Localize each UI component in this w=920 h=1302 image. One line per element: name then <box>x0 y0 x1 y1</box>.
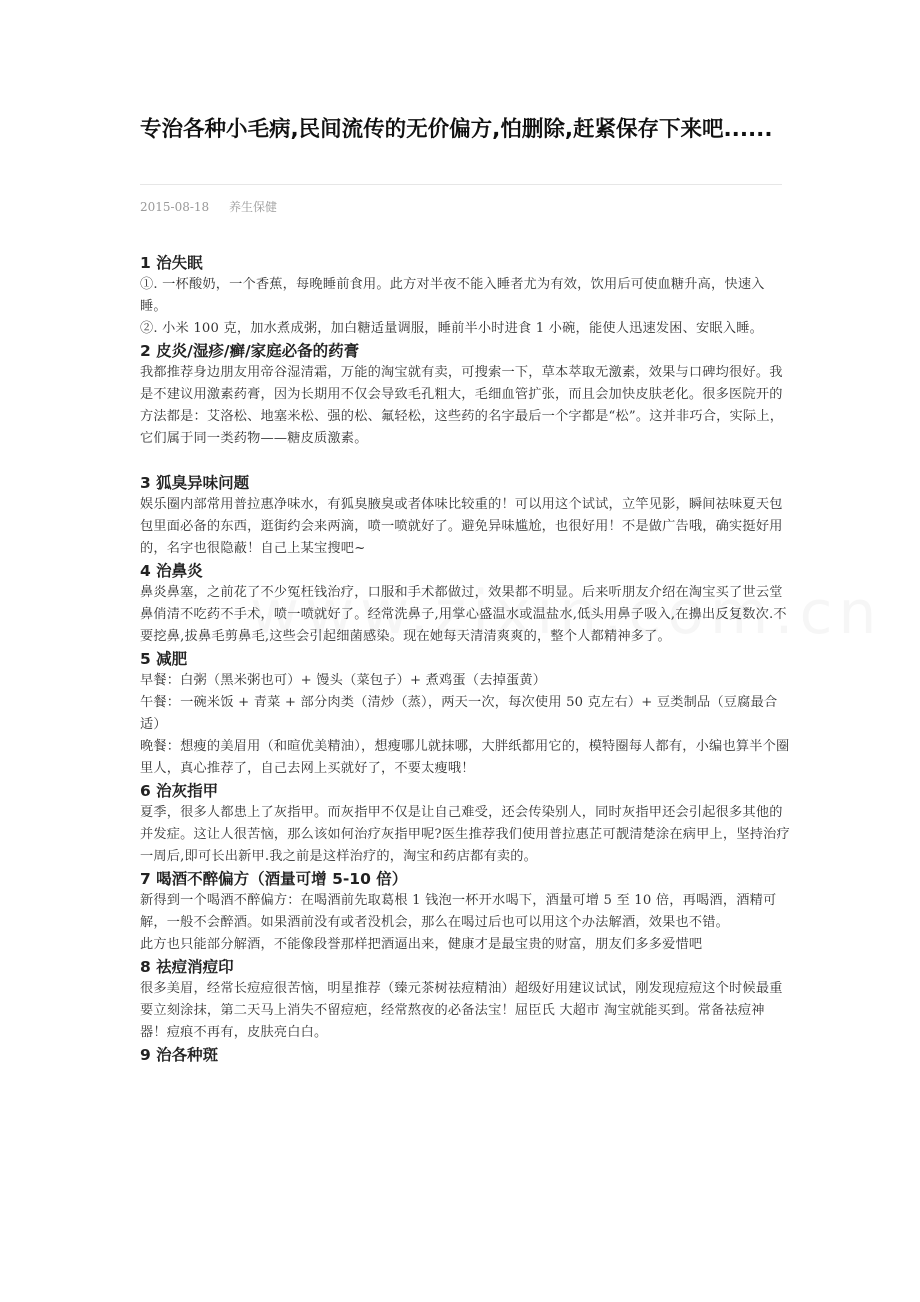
article-title: 专治各种小毛病,民间流传的无价偏方,怕删除,赶紧保存下来吧...... <box>140 117 773 142</box>
section-heading: 7 喝酒不醉偏方（酒量可增 5-10 倍） <box>140 870 408 888</box>
paragraph: ①. 一杯酸奶，一个香蕉，每晚睡前食用。此方对半夜不能入睡者尤为有效，饮用后可使血糖升高，快速入睡。 <box>140 277 765 314</box>
publish-date: 2015-08-18 <box>140 200 210 214</box>
section-heading: 5 减肥 <box>140 650 188 668</box>
section-heading: 1 治失眠 <box>140 254 203 272</box>
section-heading: 6 治灰指甲 <box>140 782 219 800</box>
section-heading: 8 祛痘消痘印 <box>140 958 234 976</box>
paragraph: 晚餐：想瘦的美眉用（和暄优美精油），想瘦哪儿就抹哪，大胖纸都用它的，模特圈每人都有，小编也算半个圈里人，真心推荐了，自己去网上买就好了，不要太瘦哦！ <box>140 739 790 776</box>
paragraph: 鼻炎鼻塞，之前花了不少冤枉钱治疗，口服和手术都做过，效果都不明显。后来听朋友介绍在淘宝买了世云堂鼻俏清不吃药不手术，喷一喷就好了。经常洗鼻子,用掌心盛温水或温盐水,低头用鼻子吸入,在擤出反复数次.不要挖鼻,拔鼻毛剪鼻毛,这些会引起细菌感染。现在她每天清清爽爽的，整个人都精神多了。 <box>140 585 787 644</box>
article-body <box>140 252 790 1066</box>
section-heading: 9 治各种斑 <box>140 1046 219 1064</box>
section-heading: 2 皮炎/湿疹/癣/家庭必备的药膏 <box>140 342 360 360</box>
title-divider <box>140 184 782 185</box>
section-heading: 4 治鼻炎 <box>140 562 203 580</box>
paragraph: 娱乐圈内部常用普拉惠净味水，有狐臭腋臭或者体味比较重的！可以用这个试试，立竿见影，瞬间祛味夏天包包里面必备的东西，逛街约会来两滴，喷一喷就好了。避免异味尴尬，也很好用！不是做广告哦，确实挺好用的，名字也很隐蔽！自己上某宝搜吧~ <box>140 497 783 556</box>
paragraph: 午餐：一碗米饭 + 青菜 + 部分肉类（清炒（蒸），两天一次，每次使用 50 克左右）+ 豆类制品（豆腐最合适） <box>140 695 778 732</box>
paragraph: 早餐：白粥（黑米粥也可）+ 馒头（菜包子）+ 煮鸡蛋（去掉蛋黄） <box>140 673 547 688</box>
paragraph: 此方也只能部分解酒，不能像段誉那样把酒逼出来，健康才是最宝贵的财富，朋友们多多爱惜吧 <box>140 937 703 952</box>
section-heading: 3 狐臭异味问题 <box>140 474 250 492</box>
paragraph: ②. 小米 100 克，加水煮成粥，加白糖适量调服，睡前半小时进食 1 小碗，能使人迅速发困、安眠入睡。 <box>140 321 763 336</box>
paragraph: 很多美眉，经常长痘痘很苦恼，明星推荐（臻元茶树祛痘精油）超级好用建议试试，刚发现痘痘这个时候最重要立刻涂抹，第二天马上消失不留痘疤，经常熬夜的必备法宝！屈臣氏 大超市 淘宝就能买到。常备祛痘神器！痘痕不再有，皮肤亮白白。 <box>140 981 783 1040</box>
paragraph: 我都推荐身边朋友用帝谷湿清霜，万能的淘宝就有卖，可搜索一下，草本萃取无激素，效果与口碑均很好。我是不建议用激素药膏，因为长期用不仅会导致毛孔粗大，毛细血管扩张，而且会加快皮肤老化。很多医院开的方法都是：艾洛松、地塞米松、强的松、氟轻松，这些药的名字最后一个字都是“松”。这并非巧合，实际上，它们属于同一类药物——糖皮质激素。 <box>140 365 784 446</box>
paragraph: 夏季，很多人都患上了灰指甲。而灰指甲不仅是让自己难受，还会传染别人，同时灰指甲还会引起很多其他的并发症。这让人很苦恼，那么该如何治疗灰指甲呢?医生推荐我们使用普拉惠芷可靓清楚涂在病甲上，坚持治疗一周后,即可长出新甲.我之前是这样治疗的，淘宝和药店都有卖的。 <box>140 805 790 864</box>
article-meta <box>140 198 293 215</box>
category-link[interactable]: 养生保健 <box>229 200 278 214</box>
paragraph: 新得到一个喝酒不醉偏方：在喝酒前先取葛根 1 钱泡一杯开水喝下，酒量可增 5 至 10 倍，再喝酒，酒精可解，一般不会醉酒。如果酒前没有或者没机会，那么在喝过后也可以用这个办法解酒，效果也不错。 <box>140 893 777 930</box>
blank-line <box>140 450 790 472</box>
